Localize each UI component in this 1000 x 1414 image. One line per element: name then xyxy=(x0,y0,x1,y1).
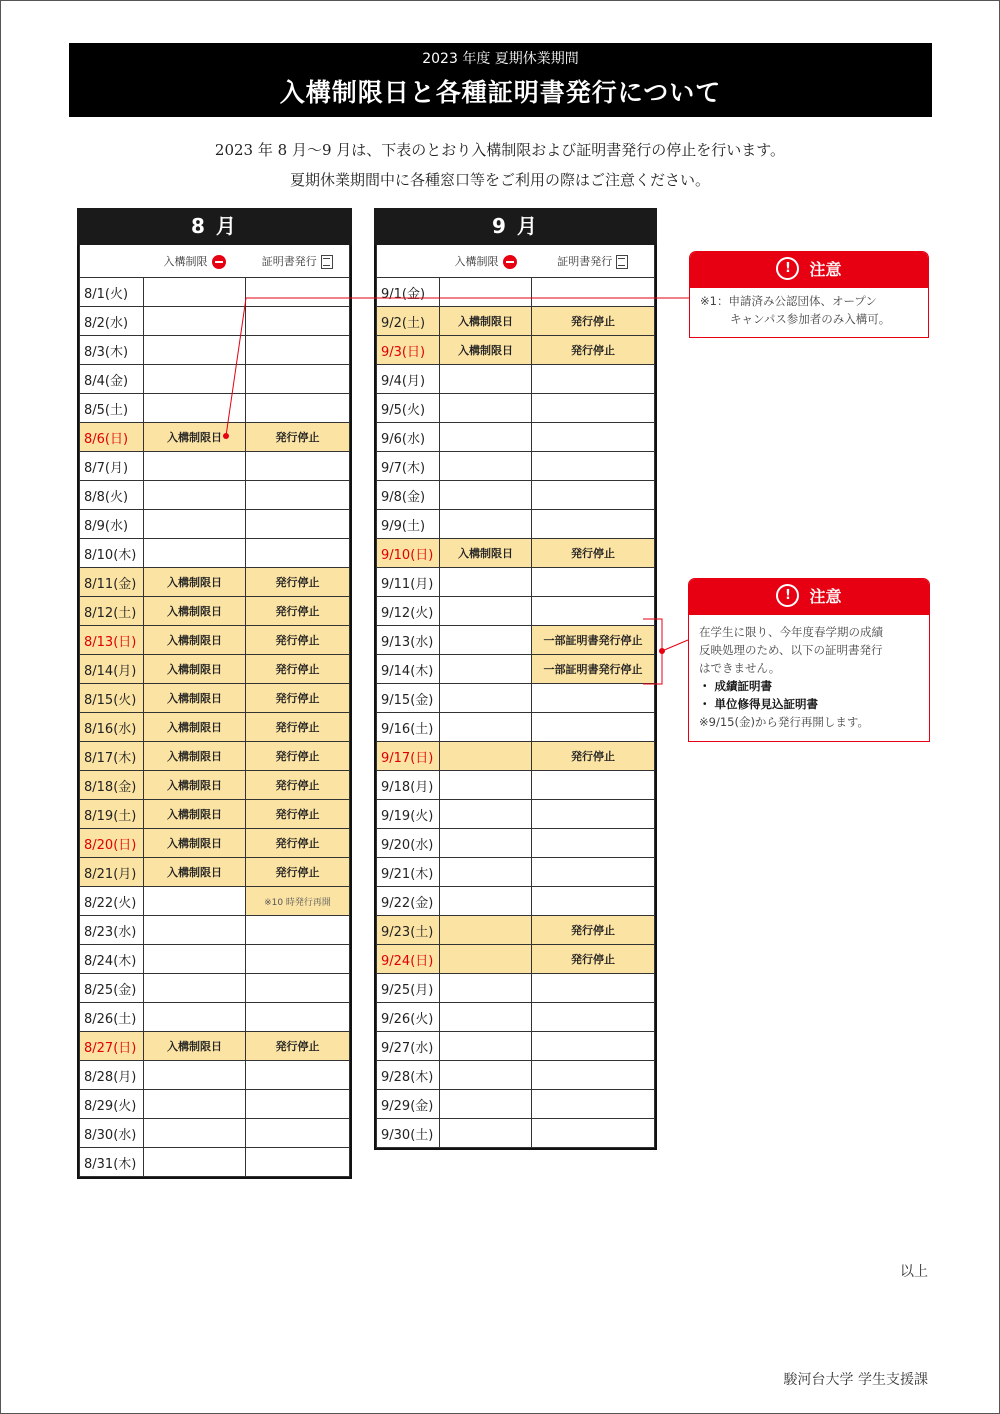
date-cell: 9/11(月) xyxy=(377,568,440,597)
cert-column-label: 証明書発行 xyxy=(557,255,613,268)
cert-status-cell: 発行停止 xyxy=(246,800,350,829)
cert-status-cell: 発行停止 xyxy=(246,597,350,626)
entry-status-cell: 入構制限日 xyxy=(144,1032,246,1061)
entry-status-cell: 入構制限日 xyxy=(440,336,532,365)
entry-status-cell: 入構制限日 xyxy=(144,742,246,771)
date-cell: 8/28(月) xyxy=(80,1061,144,1090)
date-cell: 9/9(土) xyxy=(377,510,440,539)
date-cell: 9/1(金) xyxy=(377,278,440,307)
intro-line-1: 2023 年 8 月〜9 月は、下表のとおり入構制限および証明書発行の停止を行います。 xyxy=(214,141,786,159)
date-cell: 8/1(火) xyxy=(80,278,144,307)
date-cell: 8/9(水) xyxy=(80,510,144,539)
entry-status-cell: 入構制限日 xyxy=(144,423,246,452)
date-cell: 9/2(土) xyxy=(377,307,440,336)
date-cell: 9/18(月) xyxy=(377,771,440,800)
date-cell: 8/4(金) xyxy=(80,365,144,394)
date-cell: 9/19(火) xyxy=(377,800,440,829)
date-cell: 8/3(木) xyxy=(80,336,144,365)
entry-status-cell: 入構制限日 xyxy=(144,829,246,858)
date-cell: 9/10(日) xyxy=(377,539,440,568)
entry-column-label: 入構制限 xyxy=(163,255,208,268)
date-cell: 8/19(土) xyxy=(80,800,144,829)
note1-connector-dot xyxy=(223,433,229,439)
exclamation-icon: ! xyxy=(776,584,799,607)
entry-status-cell: 入構制限日 xyxy=(144,655,246,684)
entry-status-cell: 入構制限日 xyxy=(144,684,246,713)
entry-status-cell: 入構制限日 xyxy=(144,626,246,655)
entry-status-cell: 入構制限日 xyxy=(440,539,532,568)
date-cell: 8/30(水) xyxy=(80,1119,144,1148)
note1-connector xyxy=(226,298,689,436)
date-cell: 8/29(火) xyxy=(80,1090,144,1119)
cert-status-cell: 発行停止 xyxy=(246,626,350,655)
date-cell: 9/23(土) xyxy=(377,916,440,945)
date-cell: 8/17(木) xyxy=(80,742,144,771)
date-cell: 8/11(金) xyxy=(80,568,144,597)
date-cell: 9/17(日) xyxy=(377,742,440,771)
closing-text: 以上 xyxy=(900,1264,928,1280)
date-cell: 9/14(木) xyxy=(377,655,440,684)
date-cell: 9/24(日) xyxy=(377,945,440,974)
date-cell: 9/27(水) xyxy=(377,1032,440,1061)
note2-line3: はできません。 xyxy=(699,661,781,675)
date-cell: 8/10(木) xyxy=(80,539,144,568)
cert-status-cell: 発行停止 xyxy=(532,539,655,568)
note2-connector xyxy=(662,640,688,651)
date-cell: 9/7(木) xyxy=(377,452,440,481)
cert-status-cell: 発行停止 xyxy=(246,1032,350,1061)
date-cell: 8/20(日) xyxy=(80,829,144,858)
date-cell: 8/12(土) xyxy=(80,597,144,626)
date-cell: 8/22(火) xyxy=(80,887,144,916)
entry-status-cell: 入構制限日 xyxy=(144,771,246,800)
date-cell: 8/13(日) xyxy=(80,626,144,655)
note2-line2: 反映処理のため、以下の証明書発行 xyxy=(699,643,883,657)
date-cell: 9/26(火) xyxy=(377,1003,440,1032)
entry-status-cell: 入構制限日 xyxy=(144,800,246,829)
date-cell: 8/2(水) xyxy=(80,307,144,336)
issuer-text: 駿河台大学 学生支援課 xyxy=(783,1372,928,1388)
date-cell: 9/8(金) xyxy=(377,481,440,510)
date-cell: 8/31(木) xyxy=(80,1148,144,1177)
note1-line1: ※1：申請済み公認団体、オープン xyxy=(700,294,877,308)
note2-item2: ・ 単位修得見込証明書 xyxy=(699,697,819,711)
note2-title: 注意 xyxy=(809,587,842,606)
september-header: 9 月 xyxy=(374,208,657,245)
exclamation-icon: ! xyxy=(776,257,799,280)
date-cell: 9/15(金) xyxy=(377,684,440,713)
cert-status-cell: 発行停止 xyxy=(246,713,350,742)
date-cell: 9/3(日) xyxy=(377,336,440,365)
cert-status-cell: 一部証明書発行停止 xyxy=(532,655,655,684)
cert-status-cell: 発行停止 xyxy=(246,858,350,887)
date-cell: 9/30(土) xyxy=(377,1119,440,1148)
cert-status-cell: 発行停止 xyxy=(246,771,350,800)
cert-status-cell: 発行停止 xyxy=(246,742,350,771)
note1-title: 注意 xyxy=(809,260,842,279)
intro-line-2: 夏期休業期間中に各種窓口等をご利用の際はご注意ください。 xyxy=(289,171,710,189)
entry-status-cell: 入構制限日 xyxy=(144,713,246,742)
cert-column-label: 証明書発行 xyxy=(261,255,317,268)
entry-column-label: 入構制限 xyxy=(454,255,499,268)
date-cell: 9/13(水) xyxy=(377,626,440,655)
date-cell: 8/16(水) xyxy=(80,713,144,742)
date-cell: 9/12(火) xyxy=(377,597,440,626)
banner-subtitle: 2023 年度 夏期休業期間 xyxy=(422,51,579,67)
note2-item1: ・ 成績証明書 xyxy=(699,679,773,693)
entry-status-cell: 入構制限日 xyxy=(144,858,246,887)
page-title: 入構制限日と各種証明書発行について xyxy=(279,78,722,107)
date-cell: 8/8(火) xyxy=(80,481,144,510)
note2-connector-dot xyxy=(659,648,665,654)
cert-status-cell: 発行停止 xyxy=(246,423,350,452)
date-cell: 8/27(日) xyxy=(80,1032,144,1061)
date-cell: 9/29(金) xyxy=(377,1090,440,1119)
date-cell: 8/18(金) xyxy=(80,771,144,800)
date-cell: 8/21(月) xyxy=(80,858,144,887)
date-cell: 8/25(金) xyxy=(80,974,144,1003)
note2-line4: ※9/15(金)から発行再開します。 xyxy=(699,715,870,729)
date-cell: 8/6(日) xyxy=(80,423,144,452)
cert-status-cell: 発行停止 xyxy=(532,307,655,336)
date-cell: 8/5(土) xyxy=(80,394,144,423)
entry-status-cell: 入構制限日 xyxy=(144,568,246,597)
date-cell: 9/25(月) xyxy=(377,974,440,1003)
date-cell: 9/16(土) xyxy=(377,713,440,742)
date-cell: 9/22(金) xyxy=(377,887,440,916)
cert-status-cell: 発行停止 xyxy=(246,568,350,597)
cert-status-cell: 一部証明書発行停止 xyxy=(532,626,655,655)
date-cell: 9/21(木) xyxy=(377,858,440,887)
cert-status-cell: 発行停止 xyxy=(532,945,655,974)
note2-line1: 在学生に限り、今年度春学期の成績 xyxy=(699,625,883,639)
cert-status-cell: 発行停止 xyxy=(246,655,350,684)
cert-status-cell: 発行停止 xyxy=(532,742,655,771)
date-cell: 9/20(水) xyxy=(377,829,440,858)
cert-status-cell: 発行停止 xyxy=(246,829,350,858)
cert-status-cell: 発行停止 xyxy=(532,336,655,365)
cert-status-cell: 発行停止 xyxy=(246,684,350,713)
date-cell: 8/14(月) xyxy=(80,655,144,684)
entry-status-cell: 入構制限日 xyxy=(440,307,532,336)
date-cell: 8/15(火) xyxy=(80,684,144,713)
cert-status-cell: ※10 時発行再開 xyxy=(246,887,350,916)
date-cell: 9/4(月) xyxy=(377,365,440,394)
date-cell: 8/7(月) xyxy=(80,452,144,481)
date-cell: 8/24(木) xyxy=(80,945,144,974)
date-cell: 8/23(水) xyxy=(80,916,144,945)
note1-line2: キャンパス参加者のみ入構可。 xyxy=(730,312,891,326)
august-header: 8 月 xyxy=(77,208,352,245)
entry-status-cell: 入構制限日 xyxy=(144,597,246,626)
date-cell: 9/6(水) xyxy=(377,423,440,452)
cert-status-cell: 発行停止 xyxy=(532,916,655,945)
date-cell: 8/26(土) xyxy=(80,1003,144,1032)
date-cell: 9/28(木) xyxy=(377,1061,440,1090)
date-cell: 9/5(火) xyxy=(377,394,440,423)
